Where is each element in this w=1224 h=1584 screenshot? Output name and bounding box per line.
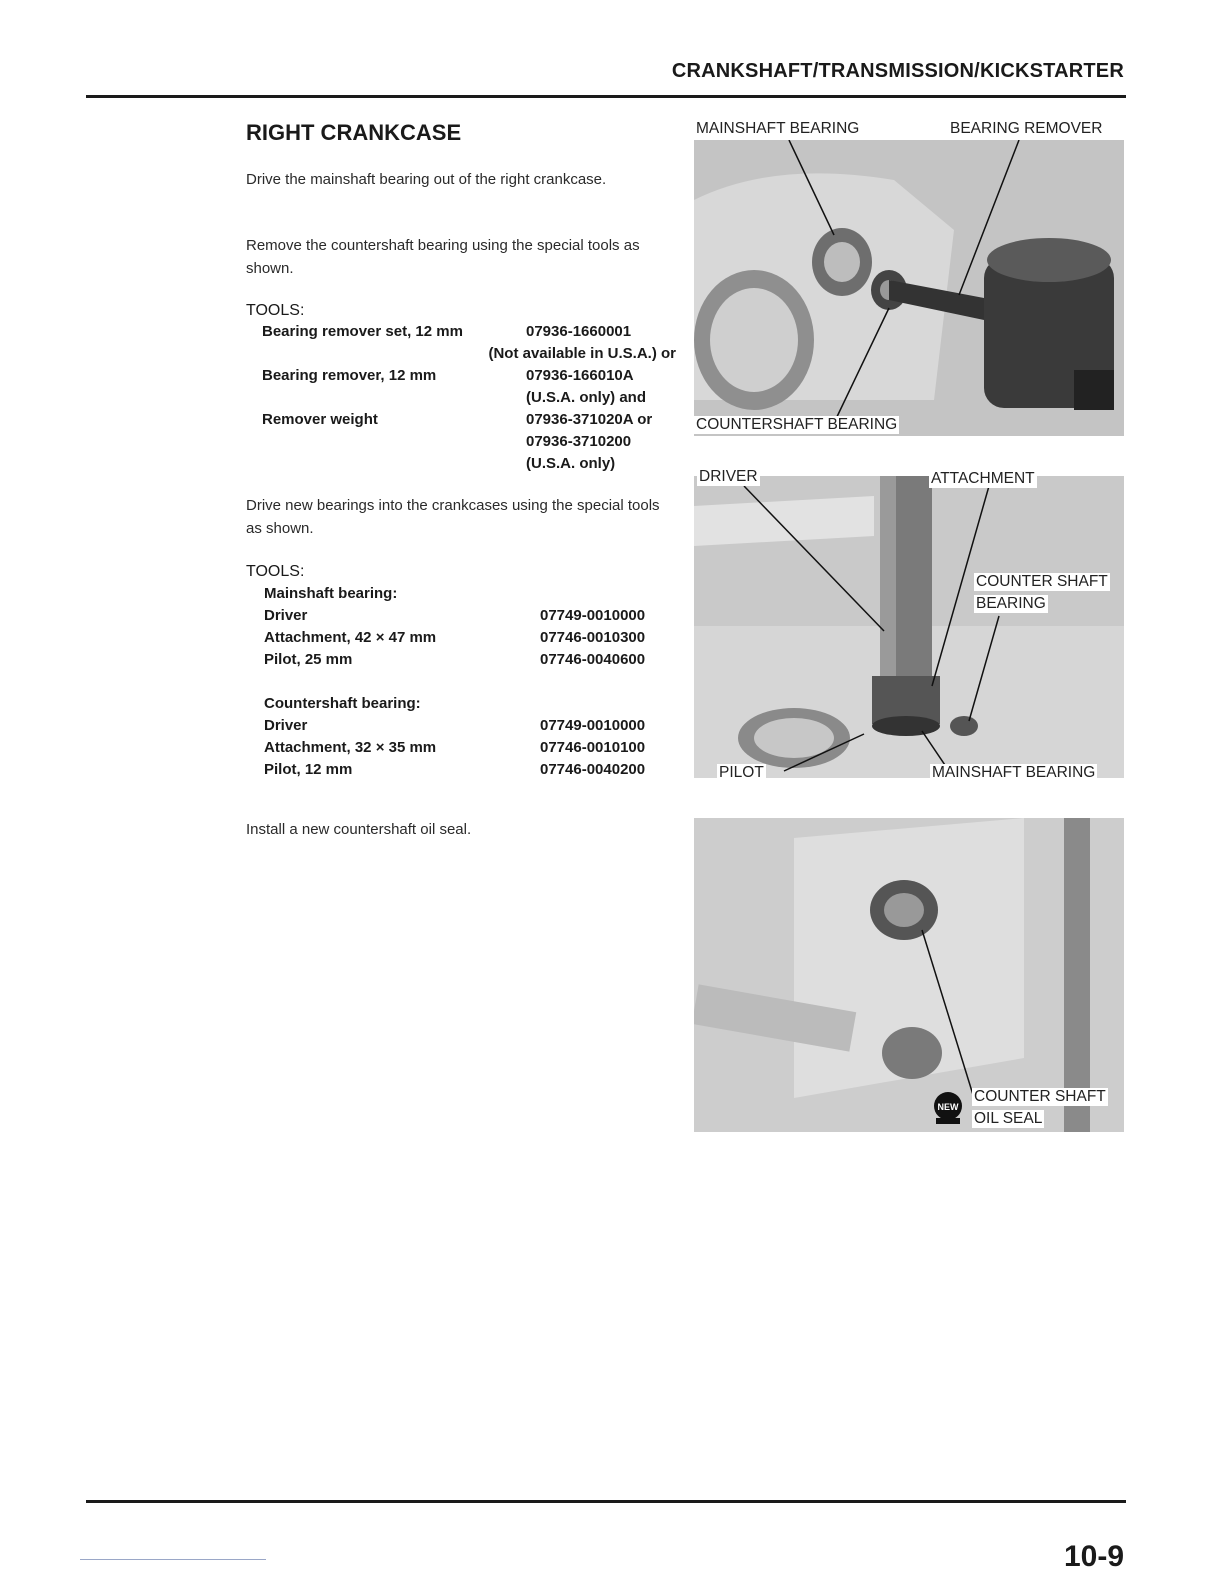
tool-number: 07749-0010000 <box>540 607 646 624</box>
new-part-icon <box>928 1090 968 1126</box>
tool-number: 07936-3710200 <box>526 433 632 450</box>
tool-row <box>264 649 684 671</box>
tools-label-2: TOOLS: <box>246 563 305 580</box>
paragraph-remove-countershaft: Remove the countershaft bearing using the special tools as shown. <box>246 237 640 277</box>
paragraph-drive-new: Drive new bearings into the crankcases using the special tools as shown. <box>246 497 660 537</box>
chapter-title: CRANKSHAFT/TRANSMISSION/KICKSTARTER <box>671 60 1124 82</box>
paragraph-install-seal: Install a new countershaft oil seal. <box>246 821 472 838</box>
tool-name: Attachment, 32 × 35 mm <box>264 739 437 756</box>
section-title: RIGHT CRANKCASE <box>246 120 462 145</box>
tool-note: (U.S.A. only) <box>526 455 616 472</box>
figure-oil-seal <box>694 818 1124 1132</box>
label-pilot: PILOT <box>719 764 764 781</box>
tool-row <box>262 409 682 431</box>
label-counter-shaft-line2: BEARING <box>976 595 1046 612</box>
tool-name: Remover weight <box>262 411 378 428</box>
tool-number: 07746-0040600 <box>540 651 646 668</box>
tool-row <box>262 321 682 343</box>
tool-number: 07749-0010000 <box>540 717 646 734</box>
label-driver: DRIVER <box>699 468 758 485</box>
label-mainshaft-bearing-2: MAINSHAFT BEARING <box>932 764 1096 781</box>
new-badge-text: NEW <box>937 1102 959 1112</box>
label-attachment: ATTACHMENT <box>931 470 1035 487</box>
tool-number: 07936-166010A <box>526 367 634 384</box>
tool-number: 07936-371020A or <box>526 411 653 428</box>
tool-name: Pilot, 12 mm <box>264 761 353 778</box>
tool-name: Bearing remover set, 12 mm <box>262 323 463 340</box>
tool-name: Attachment, 42 × 47 mm <box>264 629 437 646</box>
tool-group-title: Mainshaft bearing: <box>264 585 398 602</box>
tool-row <box>264 605 684 627</box>
tools-list-1 <box>262 321 682 475</box>
page-number: 10-9 <box>1063 1540 1124 1573</box>
tools-label-1: TOOLS: <box>246 302 305 319</box>
tool-row <box>262 365 682 387</box>
label-oil-seal-line1: COUNTER SHAFT <box>974 1088 1106 1105</box>
label-counter-shaft-line1: COUNTER SHAFT <box>976 573 1108 590</box>
label-bearing-remover: BEARING REMOVER <box>950 120 1103 137</box>
label-countershaft-bearing: COUNTERSHAFT BEARING <box>696 416 898 433</box>
oil-seal-illustration <box>694 818 1124 1132</box>
tool-name: Driver <box>264 607 308 624</box>
tools-list-2 <box>264 583 684 781</box>
tool-group-title: Countershaft bearing: <box>264 695 421 712</box>
header-rule <box>86 95 1126 98</box>
footer-rule <box>86 1500 1126 1503</box>
tool-name: Pilot, 25 mm <box>264 651 353 668</box>
tool-name: Driver <box>264 717 308 734</box>
tool-note: (U.S.A. only) and <box>526 389 646 406</box>
bearing-removal-illustration <box>694 140 1124 436</box>
label-mainshaft-bearing: MAINSHAFT BEARING <box>696 120 860 137</box>
tool-note: (Not available in U.S.A.) or <box>488 345 676 362</box>
figure-bearing-install <box>694 476 1124 778</box>
tool-row <box>264 759 684 781</box>
bearing-install-illustration <box>694 476 1124 778</box>
scan-mark <box>80 1559 266 1560</box>
paragraph-drive-out: Drive the mainshaft bearing out of the right crankcase. <box>246 171 607 188</box>
figure-bearing-removal <box>694 140 1124 436</box>
tool-number: 07746-0010300 <box>540 629 646 646</box>
tool-number: 07746-0010100 <box>540 739 646 756</box>
tool-number: 07746-0040200 <box>540 761 646 778</box>
tool-number: 07936-1660001 <box>526 323 632 340</box>
tool-row <box>264 627 684 649</box>
tool-row <box>264 715 684 737</box>
tool-row <box>264 737 684 759</box>
label-oil-seal-line2: OIL SEAL <box>974 1110 1043 1127</box>
tool-name: Bearing remover, 12 mm <box>262 367 437 384</box>
